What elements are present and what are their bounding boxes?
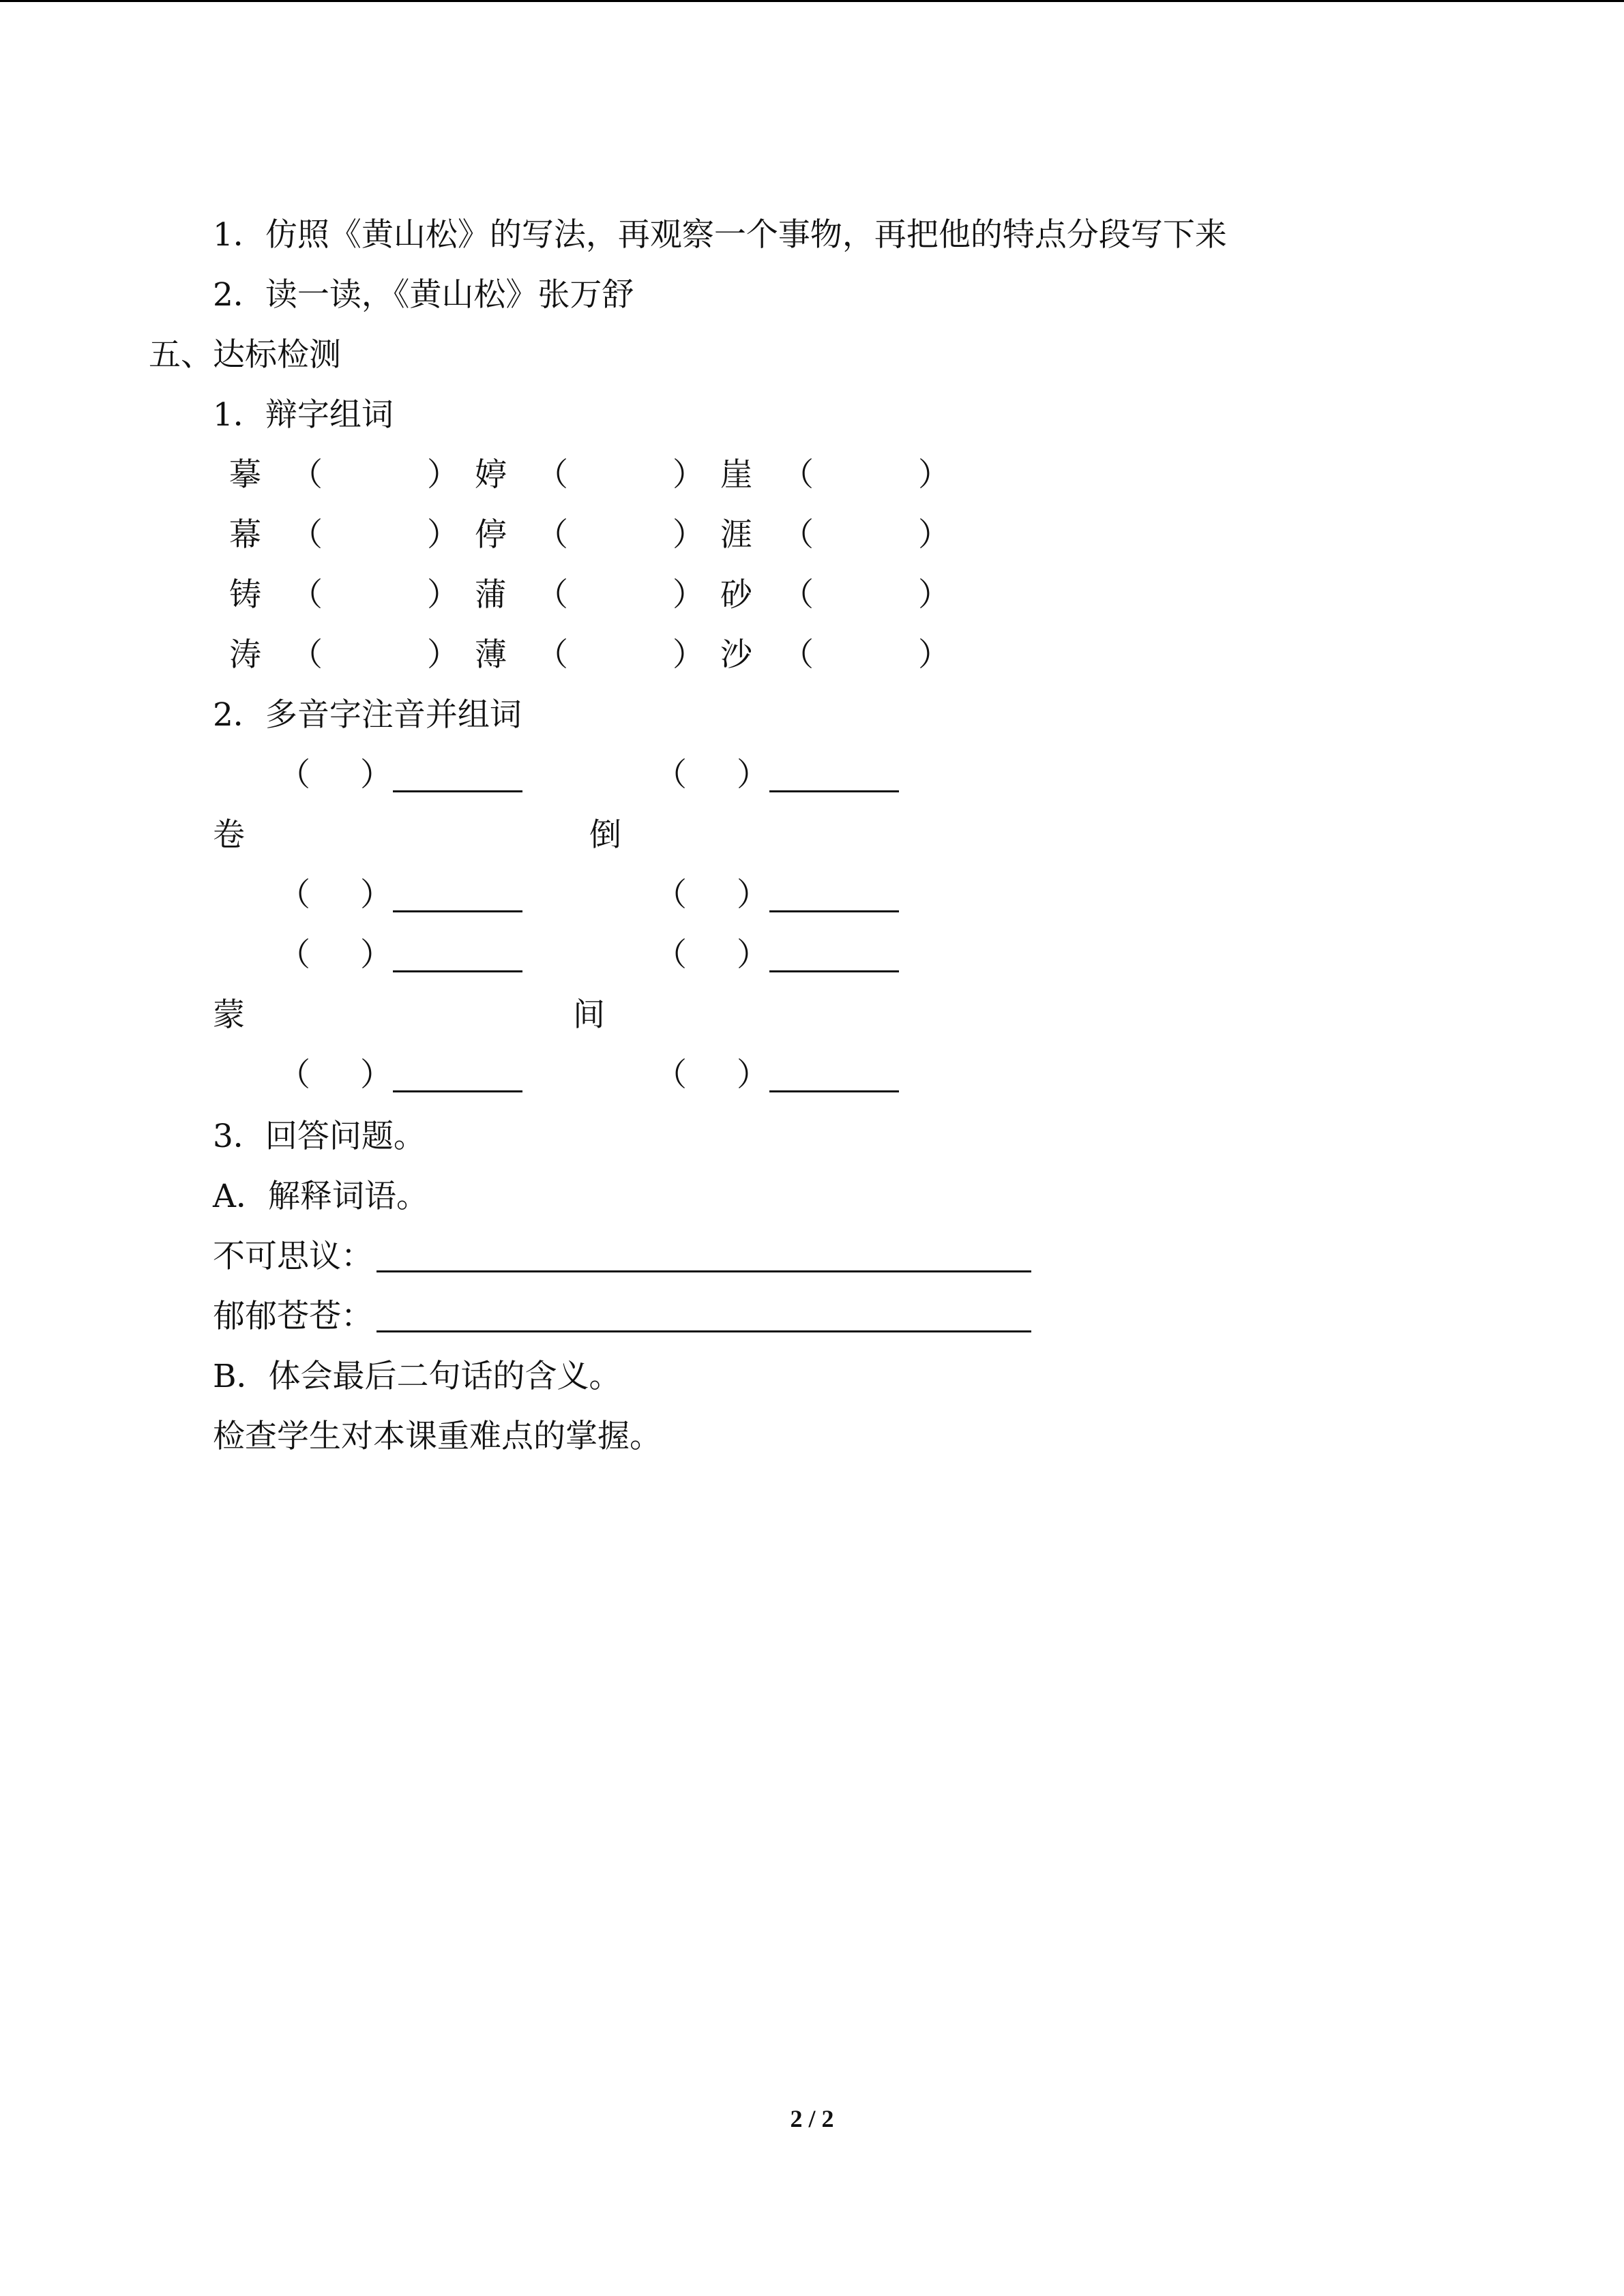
- pinyin-close-paren: ）: [360, 756, 392, 794]
- q1-title: 1．辩字组词: [213, 396, 394, 434]
- group-char: 薄: [475, 636, 507, 674]
- pinyin-open-paren: （: [278, 936, 310, 974]
- open-paren: （: [782, 576, 814, 614]
- open-paren: （: [782, 636, 814, 674]
- open-paren: （: [291, 576, 323, 614]
- open-paren: （: [782, 516, 814, 554]
- close-paren: ）: [673, 636, 705, 674]
- q3-title: 3．回答问题。: [213, 1118, 426, 1155]
- answer-line-1[interactable]: [377, 1270, 1031, 1272]
- pinyin-open-paren: （: [278, 756, 310, 794]
- intro-line-2: 2．读一读，《黄山松》张万舒: [213, 276, 634, 314]
- pinyin-open-paren: （: [278, 1056, 310, 1094]
- page-number: 2 / 2: [790, 2105, 834, 2132]
- open-paren: （: [291, 516, 323, 554]
- polyphone-char: 卷: [213, 816, 245, 854]
- group-char: 停: [475, 516, 507, 554]
- word-blank[interactable]: [393, 1090, 522, 1092]
- word-blank[interactable]: [393, 910, 522, 912]
- q2-title: 2．多音字注音并组词: [213, 696, 522, 734]
- word-blank[interactable]: [769, 910, 899, 912]
- open-paren: （: [782, 456, 814, 494]
- word-blank[interactable]: [769, 790, 899, 792]
- close-paren: ）: [918, 516, 950, 554]
- pinyin-close-paren: ）: [360, 1056, 392, 1094]
- open-paren: （: [536, 456, 568, 494]
- polyphone-char: 蒙: [213, 996, 245, 1034]
- close-paren: ）: [673, 456, 705, 494]
- group-char: 幕: [229, 516, 261, 554]
- closing-note: 检查学生对本课重难点的掌握。: [213, 1418, 662, 1455]
- open-paren: （: [536, 576, 568, 614]
- pinyin-open-paren: （: [655, 1056, 687, 1094]
- group-char: 涛: [229, 636, 261, 674]
- open-paren: （: [536, 636, 568, 674]
- open-paren: （: [291, 456, 323, 494]
- polyphone-char: 倒: [589, 816, 621, 854]
- group-char: 崖: [720, 456, 752, 494]
- pinyin-open-paren: （: [655, 936, 687, 974]
- close-paren: ）: [427, 636, 459, 674]
- close-paren: ）: [918, 456, 950, 494]
- pinyin-close-paren: ）: [360, 876, 392, 914]
- group-char: 沙: [720, 636, 752, 674]
- word-blank[interactable]: [769, 970, 899, 972]
- pinyin-close-paren: ）: [737, 936, 769, 974]
- word-blank[interactable]: [769, 1090, 899, 1092]
- pinyin-close-paren: ）: [360, 936, 392, 974]
- close-paren: ）: [918, 636, 950, 674]
- group-char: 摹: [229, 456, 261, 494]
- answer-line-2[interactable]: [377, 1330, 1031, 1332]
- pinyin-open-paren: （: [655, 756, 687, 794]
- open-paren: （: [291, 636, 323, 674]
- term-label-2: 郁郁苍苍：: [213, 1298, 373, 1335]
- q3-part-a: A．解释词语。: [213, 1178, 428, 1215]
- group-char: 涯: [720, 516, 752, 554]
- close-paren: ）: [427, 456, 459, 494]
- group-char: 婷: [475, 456, 507, 494]
- group-char: 蒲: [475, 576, 507, 614]
- polyphone-char: 间: [573, 996, 605, 1034]
- open-paren: （: [536, 516, 568, 554]
- term-label-1: 不可思议：: [213, 1238, 373, 1275]
- pinyin-close-paren: ）: [737, 1056, 769, 1094]
- group-char: 砂: [720, 576, 752, 614]
- section-heading: 五、达标检测: [149, 336, 341, 374]
- close-paren: ）: [918, 576, 950, 614]
- pinyin-close-paren: ）: [737, 876, 769, 914]
- close-paren: ）: [427, 576, 459, 614]
- close-paren: ）: [673, 516, 705, 554]
- word-blank[interactable]: [393, 790, 522, 792]
- close-paren: ）: [427, 516, 459, 554]
- group-char: 铸: [229, 576, 261, 614]
- pinyin-close-paren: ）: [737, 756, 769, 794]
- close-paren: ）: [673, 576, 705, 614]
- intro-line-1: 1．仿照《黄山松》的写法，再观察一个事物，再把他的特点分段写下来: [213, 216, 1227, 254]
- pinyin-open-paren: （: [278, 876, 310, 914]
- top-border: [0, 0, 1624, 2]
- word-blank[interactable]: [393, 970, 522, 972]
- q3-part-b: B．体会最后二句话的含义。: [213, 1358, 621, 1395]
- pinyin-open-paren: （: [655, 876, 687, 914]
